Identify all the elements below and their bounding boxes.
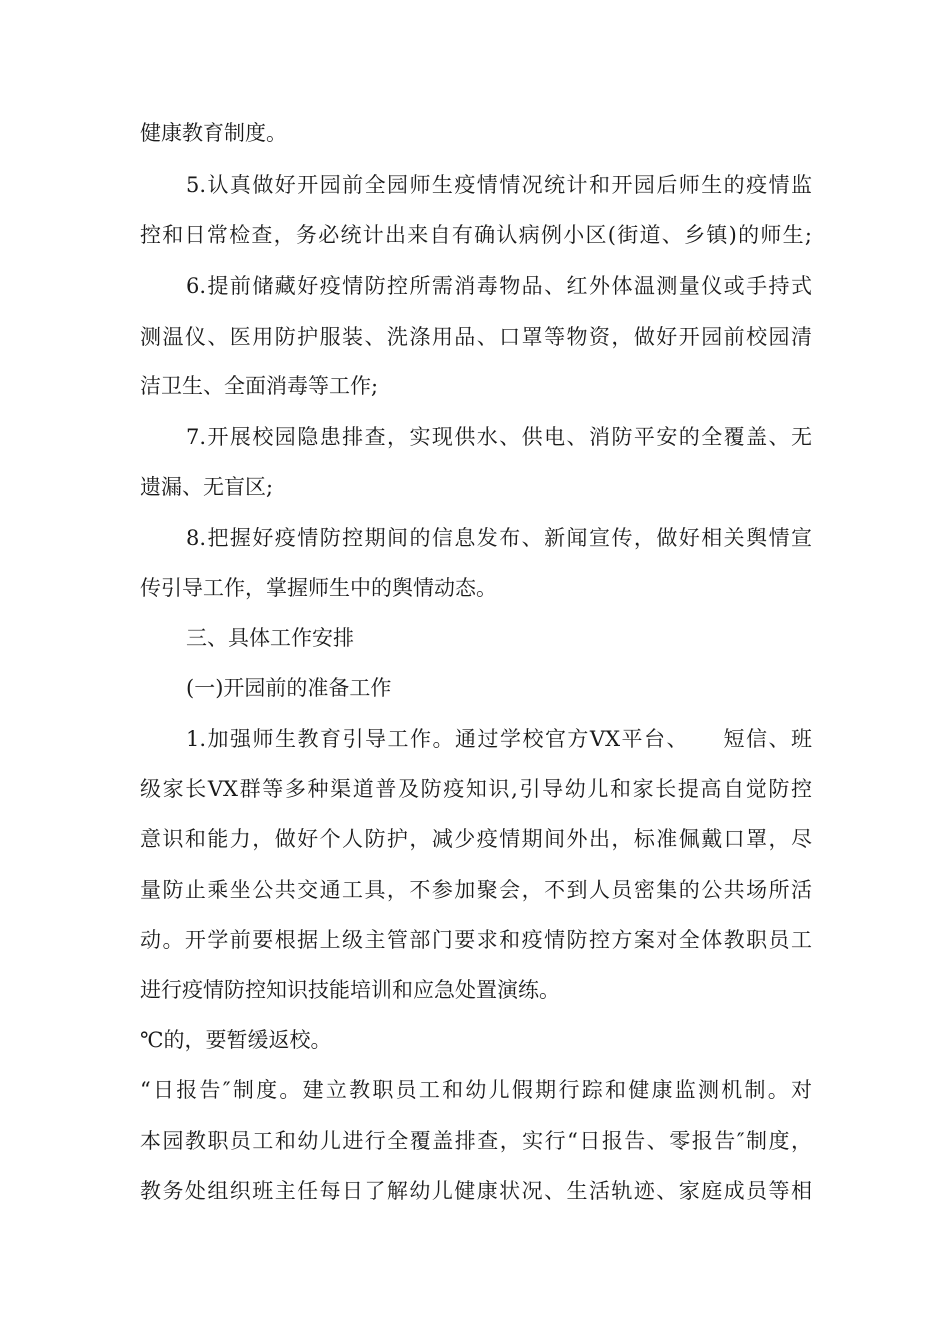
subsection-heading: (一)开园前的准备工作 — [186, 676, 392, 700]
text-line-20: “日报告″制度。建立教职员工和幼儿假期行踪和健康监测机制。对 — [140, 1078, 812, 1102]
text-line-18: 进行疫情防控知识技能培训和应急处置演练。 — [140, 978, 560, 1002]
text-line-1: 健康教育制度。 — [140, 121, 287, 145]
text-line-4: 6.提前储藏好疫情防控所需消毒物品、红外体温测量仪或手持式 — [186, 274, 812, 298]
text-line-5: 测温仪、医用防护服装、洗涤用品、口罩等物资，做好开园前校园清 — [140, 325, 812, 349]
text-line-22: 教务处组织班主任每日了解幼儿健康状况、生活轨迹、家庭成员等相 — [140, 1179, 812, 1203]
text-line-13: 1.加强师生教育引导工作。通过学校官方VX平台、 短信、班 — [186, 727, 812, 751]
text-line-6: 洁卫生、全面消毒等工作; — [140, 374, 379, 398]
text-line-8: 遗漏、无盲区; — [140, 475, 274, 499]
text-line-21: 本园教职员工和幼儿进行全覆盖排查，实行“日报告、零报告″制度， — [140, 1129, 812, 1153]
text-line-3: 控和日常检查，务必统计出来自有确认病例小区(街道、乡镇)的师生; — [140, 223, 812, 247]
text-line-16: 量防止乘坐公共交通工具，不参加聚会，不到人员密集的公共场所活 — [140, 878, 812, 902]
text-line-7: 7.开展校园隐患排查，实现供水、供电、消防平安的全覆盖、无 — [186, 425, 812, 449]
text-line-2: 5.认真做好开园前全园师生疫情情况统计和开园后师生的疫情监 — [186, 173, 812, 197]
text-line-10: 传引导工作，掌握师生中的舆情动态。 — [140, 576, 497, 600]
text-line-19: ℃的，要暂缓返校。 — [140, 1028, 332, 1052]
text-line-15: 意识和能力，做好个人防护，减少疫情期间外出，标准佩戴口罩，尽 — [140, 827, 812, 851]
text-line-14: 级家长VX群等多种渠道普及防疫知识,引导幼儿和家长提高自觉防控 — [140, 777, 812, 801]
section-heading: 三、具体工作安排 — [186, 626, 354, 650]
text-line-17: 动。开学前要根据上级主管部门要求和疫情防控方案对全体教职员工 — [140, 928, 812, 952]
text-line-9: 8.把握好疫情防控期间的信息发布、新闻宣传，做好相关舆情宣 — [186, 526, 812, 550]
